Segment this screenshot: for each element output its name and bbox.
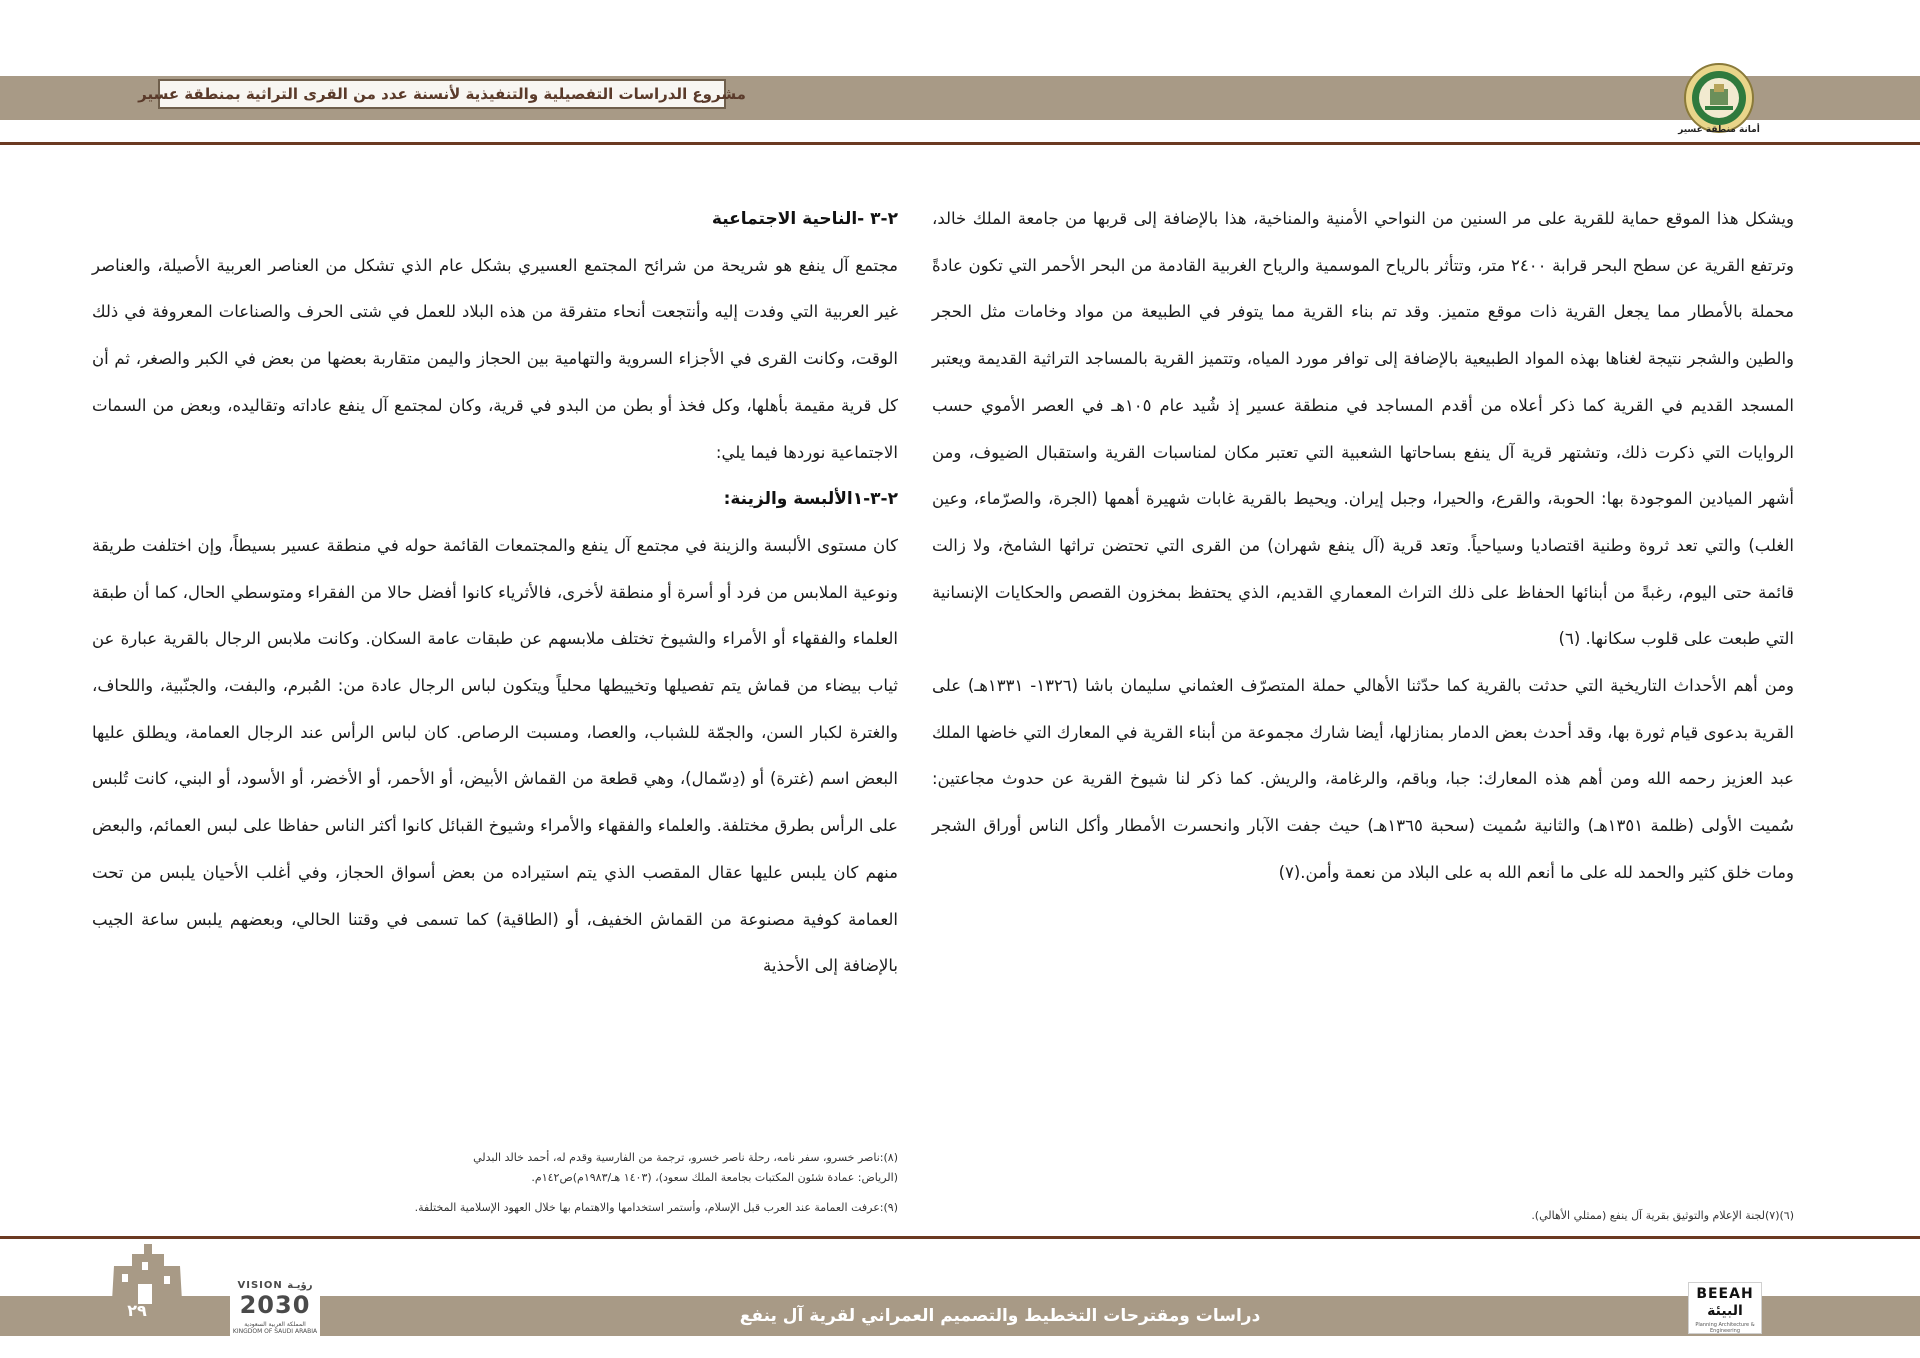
paragraph: كان مستوى الألبسة والزينة في مجتمع آل ينفع والمجتمعات القائمة حوله في منطقة عسير بسيطاً، وإن اختلفت طريقة ونوعية الملابس من فرد أو أسرة أو منطقة لأخرى، فالأثرياء كانوا أفضل حالا من الفقراء ومتوسطي الحال، كما أن طبقة العلماء والفقهاء أو الأمراء والشيوخ تختلف ملابسهم عن طبقات عامة السكان. وكانت ملابس الرجال بالقرية عبارة عن ثياب بيضاء من قماش يتم تفصيلها وتخييطها محلياً ويتكون لباس الرجال عادة من: المُبرم، والبفت، والجنّبية، واللحاف، والغترة لكبار السن، والجمّة للشباب، والعصا، ومسبت الرصاص. كان لباس الرأس عند الرجال العمامة، ويطلق عليها البعض اسم (غترة) أو (دِسّمال)، وهي قطعة من القماش الأبيض، أو الأحمر، أو الأخضر، أو الأسود، أو البني، كانت تُلبس على الرأس بطرق مختلفة. والعلماء والفقهاء والأمراء وشيوخ القبائل كانوا أكثر الناس حفاظا على لبس العمائم، والبعض منهم كان يلبس عليها عقال المقصب الذي يتم استيراده من بعض أسواق الحجاز، وفي أغلب الأحيان يلبس من تحت العمامة كوفية مصنوعة من القماش الخفيف، أو (الطاقية) كما تسمى في وقتنا الحالي، وبعضهم يلبس ساعة الجيب بالإضافة إلى الأحذية	[92, 535, 898, 976]
left-text-column	[92, 196, 898, 990]
subsection-heading: ٢-٣-١الألبسة والزينة:	[723, 489, 898, 510]
footnote: (٩):عرفت العمامة عند العرب قبل الإسلام، وأستمر استخدامها والاهتمام بها خلال العهود الإسلامية المختلفة.	[414, 1201, 898, 1214]
beeah-name-en: BEEAH	[1696, 1286, 1754, 1302]
footer-rule	[0, 1236, 1920, 1239]
logo-caption: أمانة منطقة عسير	[1678, 125, 1760, 135]
beeah-subtitle: Planning Architecture & Engineering	[1695, 1322, 1755, 1334]
paragraph: ومن أهم الأحداث التاريخية التي حدثت بالقرية كما حدّثنا الأهالي حملة المتصرّف العثماني سليمان باشا (١٣٢٦- ١٣٣١هـ) على القرية بدعوى قيام ثورة بها، وقد أحدث بعض الدمار بمنازلها، أيضا شارك مجموعة من أبناء القرية في المعارك التي خاضها الملك عبد العزيز رحمه الله ومن أهم هذه المعارك: جبا، وباقم، والرغامة، والريش. كما ذكر لنا شيوخ القرية عن حدوث مجاعتين: سُميت الأولى (ظلمة ١٣٥١هـ) والثانية سُميت (سحبة ١٣٦٥هـ) حيث جفت الآبار وانحسرت الأمطار وأكل الناس أوراق الشجر ومات خلق كثير والحمد لله على ما أنعم الله به على البلاد من نعمة وأمن.(٧)	[932, 676, 1795, 882]
page-number: ٢٩	[127, 1300, 147, 1320]
vision-year: 2030	[239, 1291, 311, 1319]
left-footnotes	[92, 1148, 898, 1218]
header-title: مشروع الدراسات التفصيلية والتنفيذية لأنسنة عدد من القرى التراثية بمنطقة عسير	[158, 79, 726, 109]
footnote: (الرياض: عمادة شئون المكتبات بجامعة الملك سعود)، (١٤٠٣ هـ/١٩٨٣م)ص١٤٢م.	[531, 1171, 898, 1184]
right-text-column	[932, 196, 1794, 897]
paragraph: ويشكل هذا الموقع حماية للقرية على مر السنين من النواحي الأمنية والمناخية، هذا بالإضافة إلى قربها من جامعة الملك خالد، وترتفع القرية عن سطح البحر قرابة ٢٤٠٠ متر، وتتأثر بالرياح الموسمية والرياح الغربية القادمة من البحر الأحمر التي تكون عادةً محملة بالأمطار مما يجعل القرية ذات موقع متميز. وقد تم بناء القرية مما يتوفر في الطبيعة من مواد وخامات مثل الحجر والطين والشجر نتيجة لغناها بهذه المواد الطبيعية بالإضافة إلى توافر مورد المياه، وتتميز القرية بالمساجد التراثية القديمة ويعتبر المسجد القديم في القرية كما ذكر أعلاه من أقدم المساجد في منطقة عسير إذ شُيد عام ١٠٥هـ في العصر الأموي حسب الروايات التي ذكرت ذلك، وتشتهر قرية آل ينفع بساحاتها الشعبية التي تعتبر مكان لمناسبات القرية واستقبال الضيوف، ومن أشهر الميادين الموجودة بها: الحوبة، والقرع، والحيرا، وجبل إيران. ويحيط بالقرية غابات شهيرة أهمها (الجرة، والصرّماء، وعين الغلب) والتي تعد ثروة وطنية اقتصاديا وسياحياً. وتعد قرية (آل ينفع شهران) من القرى التي تحتضن تراثها الشامخ، ولا زالت قائمة حتى اليوم، رغبةً من أبنائها الحفاظ على ذلك التراث المعماري القديم، الذي يحتفظ بمخزون القصص والحكايات الإنسانية التي طبعت على قلوب سكانها. (٦)	[932, 209, 1795, 649]
section-heading: ٢-٣ -الناحية الاجتماعية	[711, 209, 898, 229]
vision-label: VISION رؤيـة	[237, 1280, 313, 1291]
header-rule	[0, 142, 1920, 145]
vision-subtitle: المملكة العربية السعودية KINGDOM OF SAUDI ARABIA	[232, 1321, 318, 1335]
right-footnotes	[932, 1206, 1794, 1226]
footnote: (٨):ناصر خسرو، سفر نامه، رحلة ناصر خسرو، ترجمة من الفارسية وقدم له، أحمد خالد البدلي	[473, 1151, 898, 1164]
beeah-logo	[1688, 1282, 1762, 1334]
footnote: (٦)(٧)لجنة الإعلام والتوثيق بقرية آل ينفع (ممثلي الأهالي).	[1531, 1209, 1794, 1222]
footer-title: دراسات ومقترحات التخطيط والتصميم العمراني لقرية آل ينفع	[739, 1306, 1261, 1326]
paragraph: مجتمع آل ينفع هو شريحة من شرائح المجتمع العسيري بشكل عام الذي تشكل من العناصر العربية الأصيلة، والعناصر غير العربية التي وفدت إليه وأنتجعت أنحاء متفرقة من هذه البلاد للعمل في شتى الحرف والصناعات المعروفة في ذلك الوقت، وكانت القرى في الأجزاء السروية والتهامية بين الحجاز واليمن متقاربة بعضها من بعض في الكبر والصغر، ثم أن كل قرية مقيمة بأهلها، وكل فخذ أو بطن من البدو في قرية، وكان لمجتمع آل ينفع عاداته وتقاليده، وبعض من السمات الاجتماعية نوردها فيما يلي:	[92, 255, 898, 462]
beeah-name-ar: البيئة	[1707, 1303, 1743, 1319]
vision-2030-logo	[230, 1278, 320, 1336]
asir-municipality-logo	[1683, 62, 1755, 134]
